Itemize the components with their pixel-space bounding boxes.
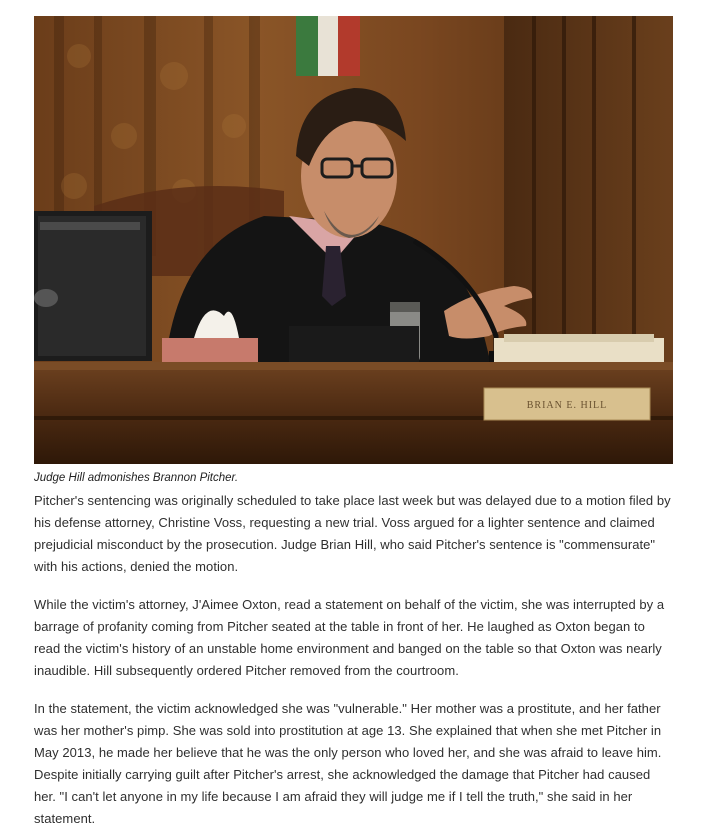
article-paragraph: In the statement, the victim acknowledged she was "vulnerable." Her mother was a prostitute, and her father was her mother's pimp. She was sold into prostitution at age 13. She explained that when she met Pitcher in May 2013, he made her believe that he was the only person who loved her, and she was afraid to leave him. Despite initially carrying guilt after Pitcher's arrest, she acknowledged the damage that Pitcher had caused her. "I can't let anyone in my life because I am afraid they will judge me if I tell the truth," she said in her statement. [34, 701, 662, 826]
photo-caption: Judge Hill admonishes Brannon Pitcher. [34, 472, 239, 484]
desk-screen [289, 326, 419, 366]
wood-panel-right [504, 16, 673, 376]
nameplate-text: BRIAN E. HILL [526, 400, 608, 411]
article-paragraph: Pitcher's sentencing was originally scheduled to take place last week but was delayed due to a motion filed by his defense attorney, Christine Voss, requesting a new trial. Voss argued for a lighter sentence and claimed prejudicial misconduct by the prosecution. Judge Brian Hill, who said Pitcher's sentence is "commensurate" with his actions, denied the motion. [34, 493, 671, 574]
article-paragraph: While the victim's attorney, J'Aimee Oxton, read a statement on behalf of the victim, she was interrupted by a barrage of profanity coming from Pitcher seated at the table in front of her. He laughed as Oxton began to read the victim's history of an unstable home environment and banged on the table so that Oxton was nearly inaudible. Hill subsequently ordered Pitcher removed from the courtroom. [34, 597, 665, 678]
papers [494, 334, 664, 366]
flag [296, 16, 360, 76]
courtroom-photo [34, 16, 673, 464]
article [34, 16, 673, 830]
nameplate [484, 388, 650, 420]
monitor [34, 211, 152, 361]
